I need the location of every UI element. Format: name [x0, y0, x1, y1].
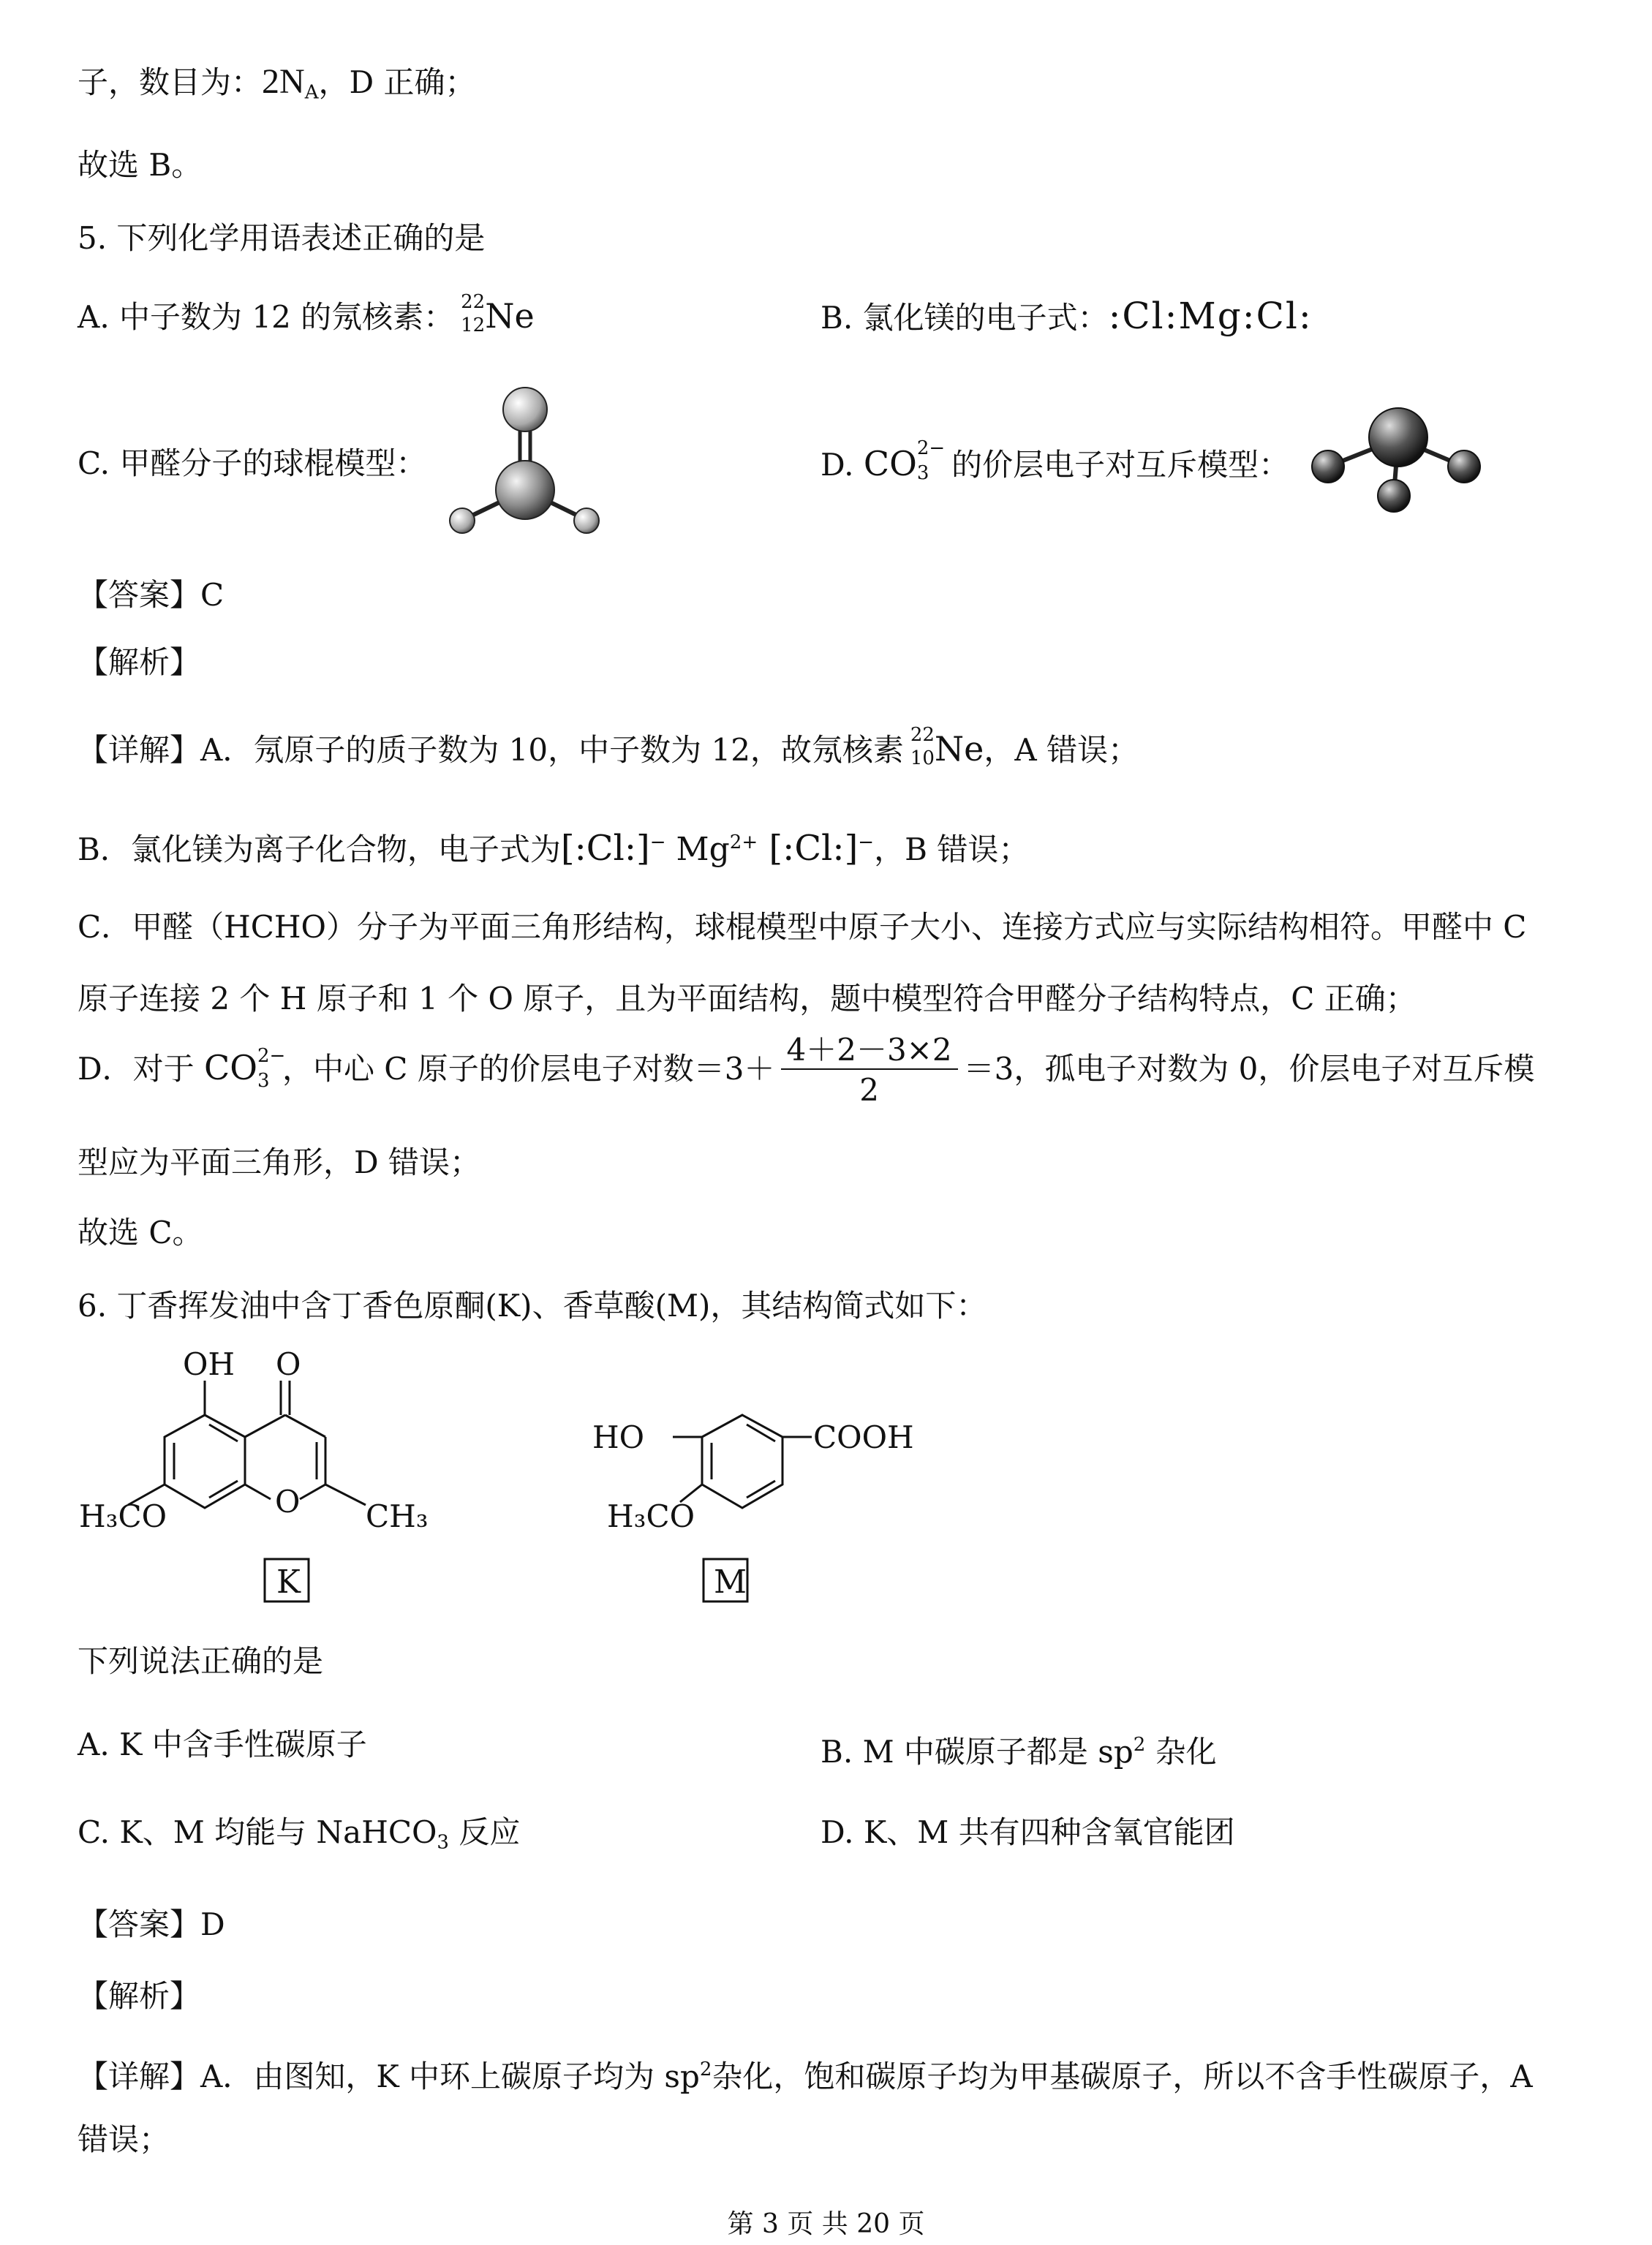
m-h3co-label: H₃CO	[607, 1498, 695, 1534]
q5-detail-a: 【详解】A．氖原子的质子数为 10，中子数为 12，故氖核素 22 10 Ne，A 错误；	[78, 724, 1139, 769]
prev-answer-d-line: 子，数目为：$2N_A$，D 正确；	[78, 62, 476, 104]
q5-select: 故选 C。	[78, 1215, 203, 1250]
m-ho-label: HO	[592, 1419, 645, 1455]
m-label: M	[714, 1563, 747, 1601]
structure-k-chromone	[73, 1346, 483, 1616]
q5-option-c: C. 甲醛分子的球棍模型：	[78, 445, 427, 481]
m-cooh-label: COOH	[813, 1419, 914, 1455]
structure-m-vanillic-acid	[592, 1346, 973, 1616]
q5-detail-d-2: 型应为平面三角形，D 错误；	[78, 1144, 481, 1180]
q6-analysis-label: 【解析】	[78, 1978, 201, 2014]
k-oh-label: OH	[183, 1346, 235, 1382]
q5-option-a: A. 中子数为 12 的氖核素： 22 12 Ne	[78, 291, 535, 336]
mgcl2-electron-formula: :Cl:Mg:Cl:	[1108, 295, 1313, 337]
q6-option-b: B. M 中碳原子都是 $sp^2$ 杂化	[821, 1734, 1217, 1770]
q6-answer: 【答案】D	[78, 1906, 225, 1942]
q6-option-d: D. K、M 共有四种含氧官能团	[821, 1814, 1235, 1850]
carbonate-vsepr-model	[1306, 402, 1489, 519]
k-label: K	[276, 1563, 301, 1601]
page-footer: 第 3 页 共 20 页	[727, 2209, 925, 2239]
q6-detail-a-1: 【详解】A．由图知，K 中环上碳原子均为 $sp^2$杂化，饱和碳原子均为甲基碳原子，所以不含手性碳原子，A	[78, 2059, 1533, 2095]
q5-analysis-label: 【解析】	[78, 644, 201, 680]
k-carbonyl-o: O	[276, 1346, 301, 1382]
fraction: $\frac{4+2-3\times 2}{2}$	[781, 1032, 958, 1111]
k-h3co-label: H₃CO	[79, 1498, 167, 1534]
q5-detail-c-2: 原子连接 2 个 H 原子和 1 个 O 原子，且为平面结构，题中模型符合甲醛分子结构特点，C 正确；	[78, 981, 1417, 1016]
question-5-stem: 5. 下列化学用语表述正确的是	[78, 220, 486, 256]
q6-say: 下列说法正确的是	[78, 1643, 324, 1679]
formaldehyde-ball-stick-model	[439, 380, 614, 541]
q5-answer: 【答案】C	[78, 577, 225, 613]
q5-detail-d-1: D．对于 CO 2− 3 ，中心 C 原子的价层电子对数＝3＋ $\frac{4+2-3\times 2}{2}$ ＝3，孤电子对数为 0，价层电子对互斥模	[78, 1031, 1534, 1111]
k-ring-o: O	[275, 1484, 301, 1520]
q5-detail-c-1: C．甲醛（HCHO）分子为平面三角形结构，球棍模型中原子大小、连接方式应与实际结构相符。甲醛中 C	[78, 909, 1527, 945]
q6-option-a: A. K 中含手性碳原子	[78, 1727, 367, 1762]
question-6-stem: 6. 丁香挥发油中含丁香色原酮(K)、香草酸(M)，其结构简式如下：	[78, 1288, 987, 1324]
q5-option-b: B. 氯化镁的电子式：:Cl:Mg:Cl:	[821, 295, 1313, 337]
q5-option-d: D. CO 2− 3 的价层电子对互斥模型：	[821, 437, 1290, 484]
cut-off-previous-line	[0, 0, 1652, 7]
q6-option-c: C. K、M 均能与 NaHCO$_3$ 反应	[78, 1814, 521, 1854]
k-ch3-label: CH₃	[366, 1498, 429, 1534]
prev-select-line: 故选 B。	[78, 147, 203, 183]
nuclide-notation: 22 12	[461, 291, 486, 336]
q6-detail-a-2: 错误；	[78, 2121, 170, 2157]
q5-detail-b: B．氯化镁为离子化合物，电子式为[:Cl:]− $Mg^{2+}$ [:Cl:]−，B 错误；	[78, 828, 1030, 869]
